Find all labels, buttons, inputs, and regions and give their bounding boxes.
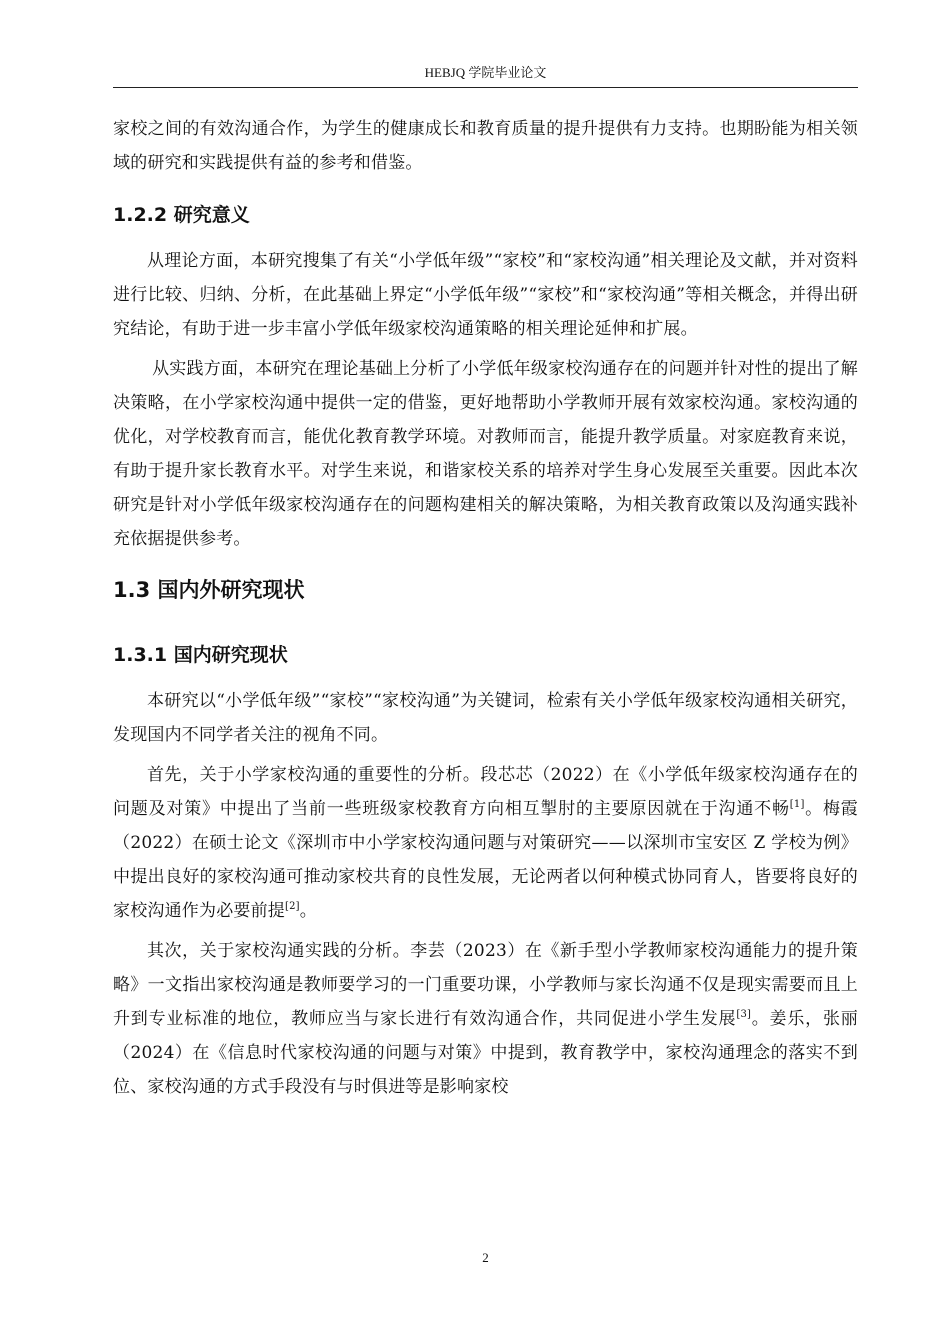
paragraph-practice: 从实践方面，本研究在理论基础上分析了小学低年级家校沟通存在的问题并针对性的提出了解决策略，在小学家校沟通中提供一定的借鉴，更好地帮助小学教师开展有效家校沟通。家校沟通的优化，对学校教育而言，能优化教育教学环境。对教师而言，能提升教学质量。对家庭教育来说，有助于提升家长教育水平。对学生来说，和谐家校关系的培养对学生身心发展至关重要。因此本次研究是针对小学低年级家校沟通存在的问题构建相关的解决策略，为相关教育政策以及沟通实践补充依据提供参考。 (113, 359, 858, 549)
paragraph-first-text-c: 。 (299, 901, 317, 921)
header-rule (113, 87, 858, 88)
paragraph-intro: 家校之间的有效沟通合作，为学生的健康成长和教育质量的提升提供有力支持。也期盼能为相关领域的研究和实践提供有益的参考和借鉴。 (113, 119, 858, 173)
heading-research-status: 1.3 国内外研究现状 (113, 578, 305, 602)
citation-1: [1] (789, 799, 805, 810)
paragraph-second-text-b: 。姜乐，张丽（2024）在《信息时代家校沟通的问题与对策》中提到，教育教学中，家校沟通理念的落实不到位、家校沟通的方式手段没有与时俱进等是影响家校 (113, 1009, 859, 1097)
page-number: 2 (482, 1250, 489, 1265)
paragraph-keywords: 本研究以“小学低年级”“家校”“家校沟通”为关键词，检索有关小学低年级家校沟通相关研究，发现国内不同学者关注的视角不同。 (113, 691, 858, 745)
heading-research-significance: 1.2.2 研究意义 (113, 204, 250, 226)
page-body (113, 112, 858, 1104)
paragraph-second-text-a: 其次，关于家校沟通实践的分析。李芸（2023）在《新手型小学教师家校沟通能力的提升策略》一文指出家校沟通是教师要学习的一门重要功课，小学教师与家长沟通不仅是现实需要而且上升到专业标准的地位，教师应当与家长进行有效沟通合作，共同促进小学生发展 (113, 941, 858, 1029)
paragraph-second (113, 934, 858, 1104)
citation-2: [2] (285, 901, 300, 912)
paragraph-first-text-a: 首先，关于小学家校沟通的重要性的分析。段芯芯（2022）在《小学低年级家校沟通存在的问题及对策》中提出了当前一些班级家校教育方向相互掣肘的主要原因就在于沟通不畅 (113, 765, 858, 819)
paragraph-theory: 从理论方面，本研究搜集了有关“小学低年级”“家校”和“家校沟通”相关理论及文献，并对资料进行比较、归纳、分析，在此基础上界定“小学低年级”“家校”和“家校沟通”等相关概念，并得出研究结论，有助于进一步丰富小学低年级家校沟通策略的相关理论延伸和扩展。 (113, 251, 858, 339)
running-header: HEBJQ 学院毕业论文 (424, 65, 547, 80)
paragraph-first-text-b: 。梅霞（2022）在硕士论文《深圳市中小学家校沟通问题与对策研究——以深圳市宝安区 Z 学校为例》中提出良好的家校沟通可推动家校共育的良性发展，无论两者以何种模式协同育人，皆要将良好的家校沟通作为必要前提 (113, 799, 858, 921)
citation-3: [3] (736, 1009, 752, 1020)
heading-domestic-research: 1.3.1 国内研究现状 (113, 644, 288, 666)
paragraph-first (113, 758, 858, 928)
